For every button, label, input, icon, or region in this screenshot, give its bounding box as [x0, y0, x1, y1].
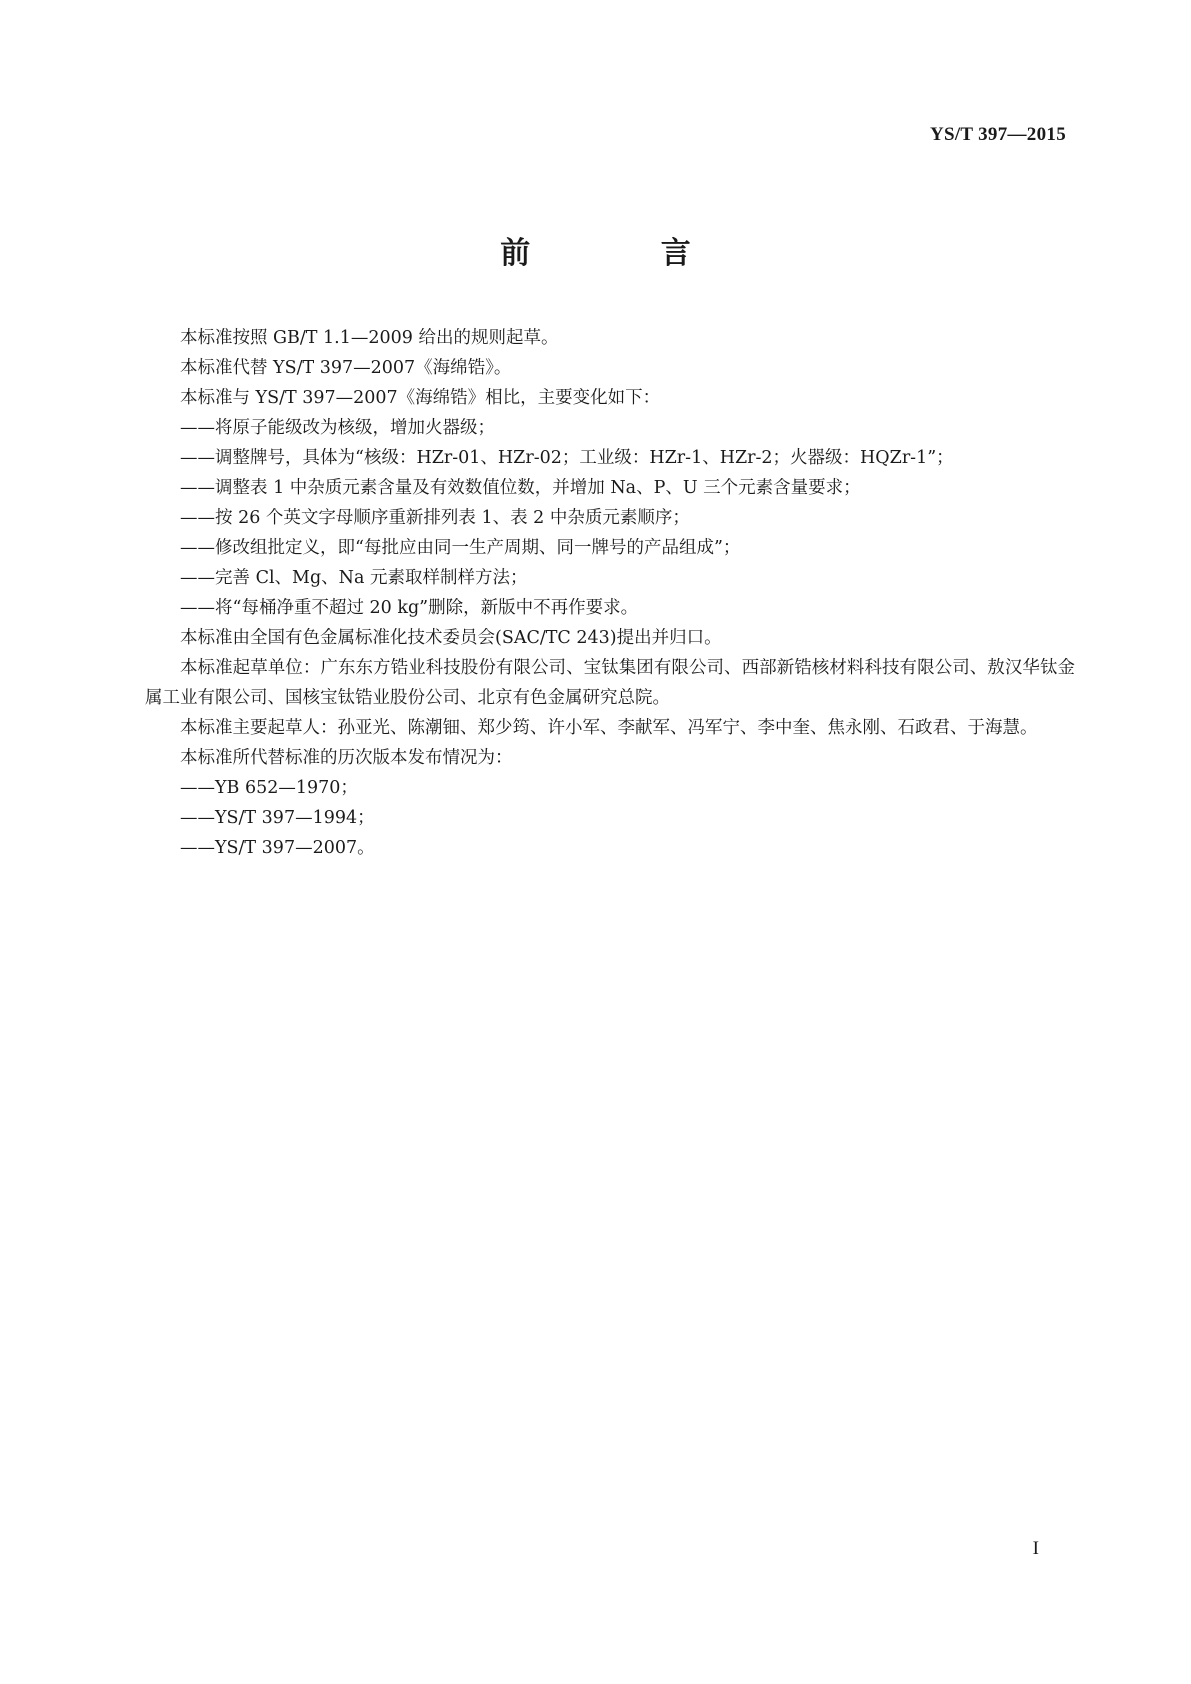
- document-body: [145, 323, 1075, 863]
- standard-code: YS/T 397—2015: [929, 124, 1066, 145]
- paragraph-drafting-units: 本标准起草单位：广东东方锆业科技股份有限公司、宝钛集团有限公司、西部新锆核材料科技有限公司、敖汉华钛金属工业有限公司、国核宝钛锆业股份公司、北京有色金属研究总院。: [145, 658, 1075, 708]
- change-item: ——调整牌号，具体为“核级：HZr-01、HZr-02；工业级：HZr-1、HZr-2；火器级：HQZr-1”；: [180, 448, 954, 468]
- change-item: ——修改组批定义，即“每批应由同一生产周期、同一牌号的产品组成”；: [180, 538, 741, 558]
- paragraph-replaces: 本标准代替 YS/T 397—2007《海绵锆》。: [180, 358, 512, 378]
- change-item: ——调整表 1 中杂质元素含量及有效数值位数，并增加 Na、P、U 三个元素含量要求；: [180, 478, 861, 498]
- page-number: I: [1032, 1538, 1039, 1559]
- change-item: ——将原子能级改为核级，增加火器级；: [180, 418, 495, 438]
- paragraph-drafters: 本标准主要起草人：孙亚光、陈潮钿、郑少筠、许小军、李献军、冯军宁、李中奎、焦永刚、石政君、于海慧。: [180, 718, 1038, 738]
- paragraph-changes-intro: 本标准与 YS/T 397—2007《海绵锆》相比，主要变化如下：: [180, 388, 661, 408]
- change-item: ——完善 Cl、Mg、Na 元素取样制样方法；: [180, 568, 528, 588]
- history-item: ——YS/T 397—1994；: [180, 808, 375, 828]
- paragraph-drafting-rules: 本标准按照 GB/T 1.1—2009 给出的规则起草。: [180, 328, 559, 348]
- change-item: ——将“每桶净重不超过 20 kg”删除，新版中不再作要求。: [180, 598, 639, 618]
- page-title: 前 言: [500, 236, 751, 271]
- paragraph-proposer: 本标准由全国有色金属标准化技术委员会(SAC/TC 243)提出并归口。: [180, 628, 722, 648]
- paragraph-history-intro: 本标准所代替标准的历次版本发布情况为：: [180, 748, 513, 768]
- history-item: ——YS/T 397—2007。: [180, 838, 375, 858]
- change-item: ——按 26 个英文字母顺序重新排列表 1、表 2 中杂质元素顺序；: [180, 508, 690, 528]
- history-item: ——YB 652—1970；: [180, 778, 358, 798]
